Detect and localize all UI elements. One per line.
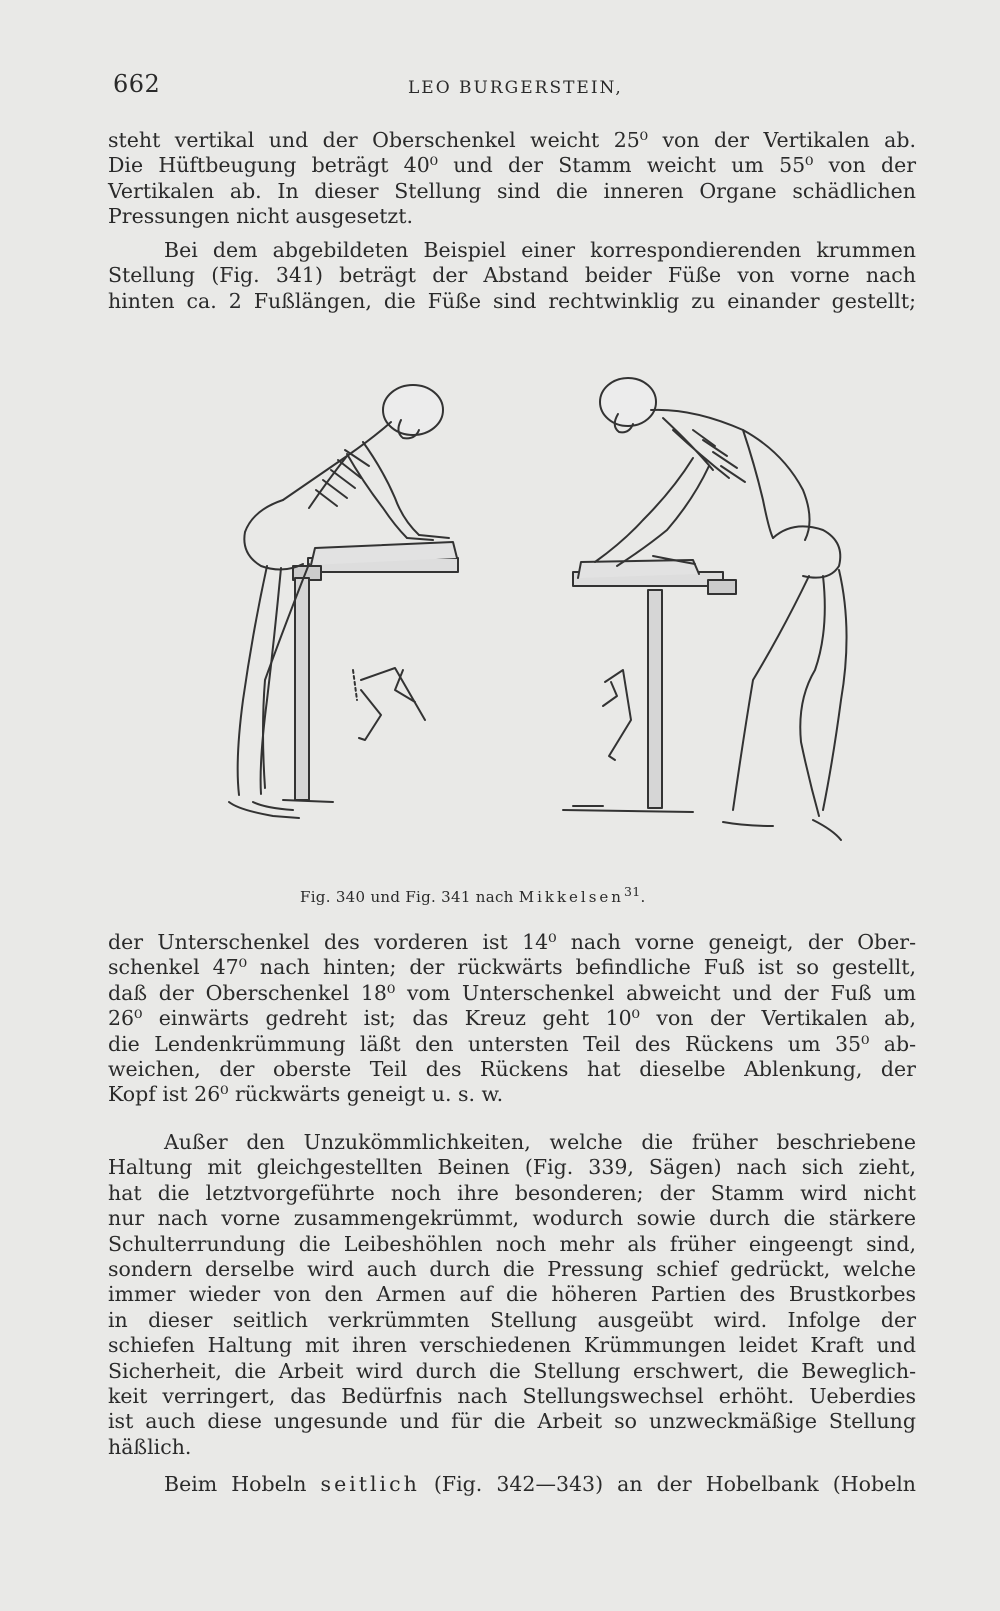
caption-suffix: . [640,888,646,906]
text-line: Pressungen nicht ausgesetzt. [108,204,413,229]
text-line: hinten ca. 2 Fußlängen, die Füße sind rechtwinklig zu einander gestellt; [108,288,916,313]
caption-prefix: Fig. 340 und Fig. 341 nach [300,888,519,906]
figure-skeletons-at-workbench [133,370,873,870]
caption-footnote-ref: 31 [623,884,641,899]
paragraph-4 [108,1130,916,1460]
paragraph-2 [108,238,916,314]
right-workbench [563,560,736,812]
text-line: immer wieder von den Armen auf die höheren Partien des Brustkorbes [108,1282,916,1307]
text-fragment: Beim Hobeln [164,1472,321,1496]
text-line: Außer den Unzukömmlichkeiten, welche die früher beschriebene [164,1130,916,1154]
text-line: Vertikalen ab. In dieser Stellung sind die inneren Organe schädlichen [108,178,916,203]
text-line: ist auch diese ungesunde und für die Arbeit so unzweckmäßige Stellung [108,1409,916,1434]
right-skeleton [595,378,847,840]
text-line: daß der Oberschenkel 18⁰ vom Unterschenkel abweicht und der Fuß um [108,980,916,1005]
text-line: nur nach vorne zusammengekrümmt, wodurch sowie durch die stärkere [108,1206,916,1231]
text-line: schiefen Haltung mit ihren verschiedenen Krümmungen leidet Kraft und [108,1333,916,1358]
text-line: Bei dem abgebildeten Beispiel einer korrespondierenden krummen [164,238,916,262]
spaced-emphasis: seitlich [320,1472,420,1496]
text-line: Sicherheit, die Arbeit wird durch die Stellung erschwert, die Beweglich- [108,1358,916,1383]
text-line: sondern derselbe wird auch durch die Pressung schief gedrückt, welche [108,1257,916,1282]
text-line: hat die letztvorgeführte noch ihre besonderen; der Stamm wird nicht [108,1180,916,1205]
text-line: schenkel 47⁰ nach hinten; der rückwärts befindliche Fuß ist so gestellt, [108,955,916,980]
text-line: 26⁰ einwärts gedreht ist; das Kreuz geht 10⁰ von der Vertikalen ab, [108,1006,916,1031]
text-fragment: (Fig. 342—343) an der Hobelbank (Hobeln [419,1472,916,1496]
figure-caption [300,884,646,906]
running-head: LEO BURGERSTEIN, [408,78,623,98]
skeleton-illustration [133,370,873,870]
paragraph-5 [108,1472,916,1497]
left-workbench [283,542,458,802]
text-line: Stellung (Fig. 341) beträgt der Abstand beider Füße von vorne nach [108,263,916,288]
text-line: Haltung mit gleichgestellten Beinen (Fig. 339, Sägen) nach sich zieht, [108,1155,916,1180]
text-line: in dieser seitlich verkrümmten Stellung ausgeübt wird. Infolge der [108,1307,916,1332]
text-line: Die Hüftbeugung beträgt 40⁰ und der Stamm weicht um 55⁰ von der [108,153,916,178]
caption-author: Mikkelsen [518,888,624,906]
page-header [113,70,913,106]
angle-diagram-left [353,668,425,740]
text-line: keit verringert, das Bedürfnis nach Stellungswechsel erhöht. Ueberdies [108,1384,916,1409]
text-line: weichen, der oberste Teil des Rückens hat dieselbe Ablenkung, der [108,1057,916,1082]
text-line: der Unterschenkel des vorderen ist 14⁰ nach vorne geneigt, der Ober- [108,930,916,954]
text-line: die Lendenkrümmung läßt den untersten Teil des Rückens um 35⁰ ab- [108,1031,916,1056]
text-line: Schulterrundung die Leibeshöhlen noch mehr als früher eingeengt sind, [108,1231,916,1256]
angle-diagram-right [573,670,631,806]
text-line: steht vertikal und der Oberschenkel weicht 25⁰ von der Vertikalen ab. [108,128,916,152]
left-skeleton [229,385,449,818]
paragraph-1 [108,128,916,230]
text-line: Kopf ist 26⁰ rückwärts geneigt u. s. w. [108,1082,504,1107]
page-number: 662 [113,70,161,98]
text-line [108,1472,916,1497]
paragraph-3 [108,930,916,1108]
text-line: häßlich. [108,1434,192,1459]
